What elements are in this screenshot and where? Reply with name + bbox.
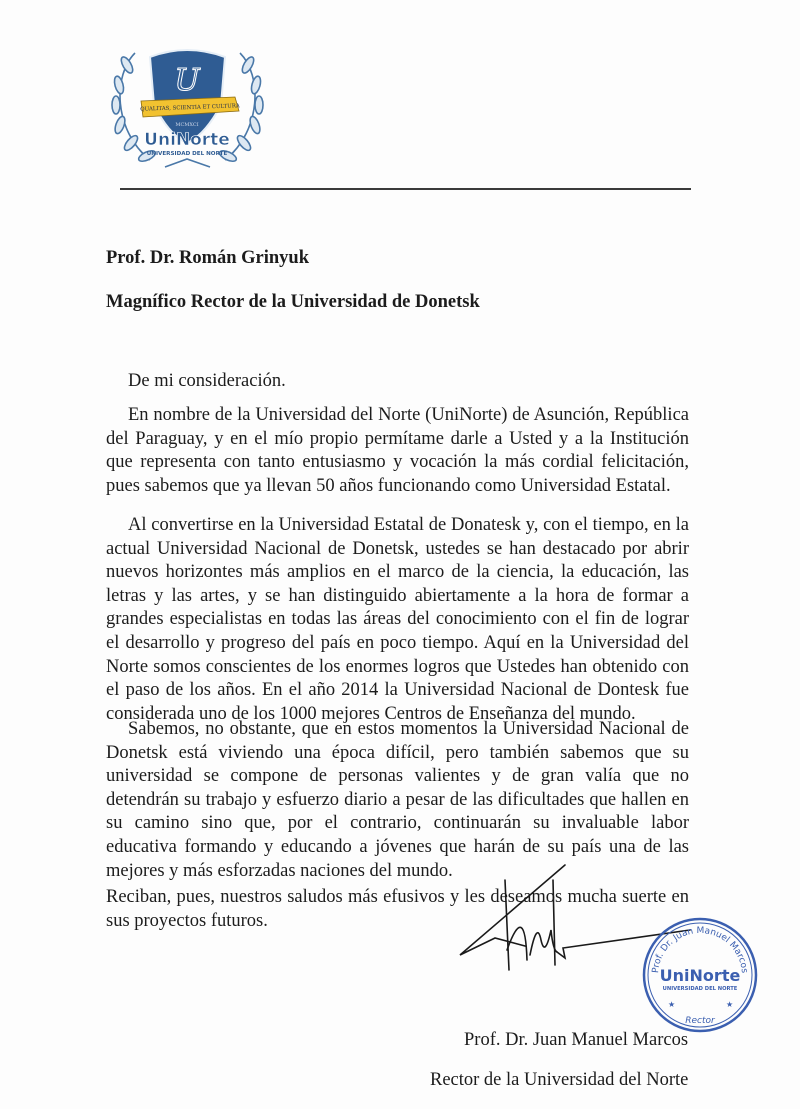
university-crest-icon [105, 35, 270, 175]
signer-name: Prof. Dr. Juan Manuel Marcos [464, 1030, 689, 1050]
addressee-name: Prof. Dr. Román Grinyuk [106, 248, 310, 268]
star-icon: ★ [726, 1000, 734, 1009]
greeting: De mi consideración. [128, 371, 286, 391]
paragraph-2: Al convertirse en la Universidad Estatal de Donatesk y, con el tiempo, en la actual Universidad Nacional de Donetsk, ustedes se han destacado por abrir nuevos horizontes más amplios en el marco de la ciencia, la educación, las letras y las artes, y se han distinguido abiertamente a la hora de formar a grandes especialistas en todas las áreas del conocimiento con el fin de lograr el desarrollo y progreso del país en poco tiempo. Aquí en la Universidad del Norte somos conscientes de los enormes logros que Ustedes han obtenido con el paso de los años. En el año 2014 la Universidad Nacional de Dontesk fue considerada uno de los 1000 mejores Centros de Enseñanza del mundo. [106, 515, 689, 724]
star-icon: ★ [668, 1000, 676, 1009]
svg-text:UniNorte: UniNorte [144, 130, 230, 150]
svg-text:QUALITAS, SCIENTIA ET CULTURA: QUALITAS, SCIENTIA ET CULTURA [140, 103, 240, 113]
svg-text:Rector: Rector [685, 1016, 715, 1026]
letterhead-divider [120, 188, 691, 190]
svg-text:Prof. Dr. Juan Manuel Marcos: Prof. Dr. Juan Manuel Marcos [650, 925, 749, 974]
signer-title: Rector de la Universidad del Norte [430, 1070, 689, 1090]
paragraph-3: Sabemos, no obstante, que en estos momentos la Universidad Nacional de Donetsk está viviendo una época difícil, pero también sabemos que su universidad se compone de personas valientes y de gran valía que no detendrán su trabajo y esfuerzo diario a pesar de las dificultades que hallen en su camino sino que, por el contrario, continuarán su invaluable labor educativa formando y educando a jóvenes que harán de su país una de las mejores y más esforzadas naciones del mundo. [106, 719, 689, 881]
svg-text:UNIVERSIDAD DEL NORTE: UNIVERSIDAD DEL NORTE [662, 986, 738, 992]
svg-text:MCMXCI: MCMXCI [175, 122, 199, 128]
svg-text:UNIVERSIDAD DEL NORTE: UNIVERSIDAD DEL NORTE [146, 151, 228, 157]
svg-text:UniNorte: UniNorte [659, 966, 741, 985]
paragraph-1: En nombre de la Universidad del Norte (UniNorte) de Asunción, República del Paraguay, y en el mío propio permítame darle a Usted y a la Institución que representa con tanto entusiasmo y vocación la más cordial felicitación, pues sabemos que ya llevan 50 años funcionando como Universidad Estatal. [106, 405, 689, 496]
closing-paragraph: Reciban, pues, nuestros saludos más efusivos y les deseamos mucha suerte en sus proyectos futuros. [106, 887, 689, 931]
rector-seal-stamp [640, 915, 760, 1035]
addressee-title: Magnífico Rector de la Universidad de Donetsk [106, 292, 480, 312]
svg-text:U: U [174, 63, 200, 98]
